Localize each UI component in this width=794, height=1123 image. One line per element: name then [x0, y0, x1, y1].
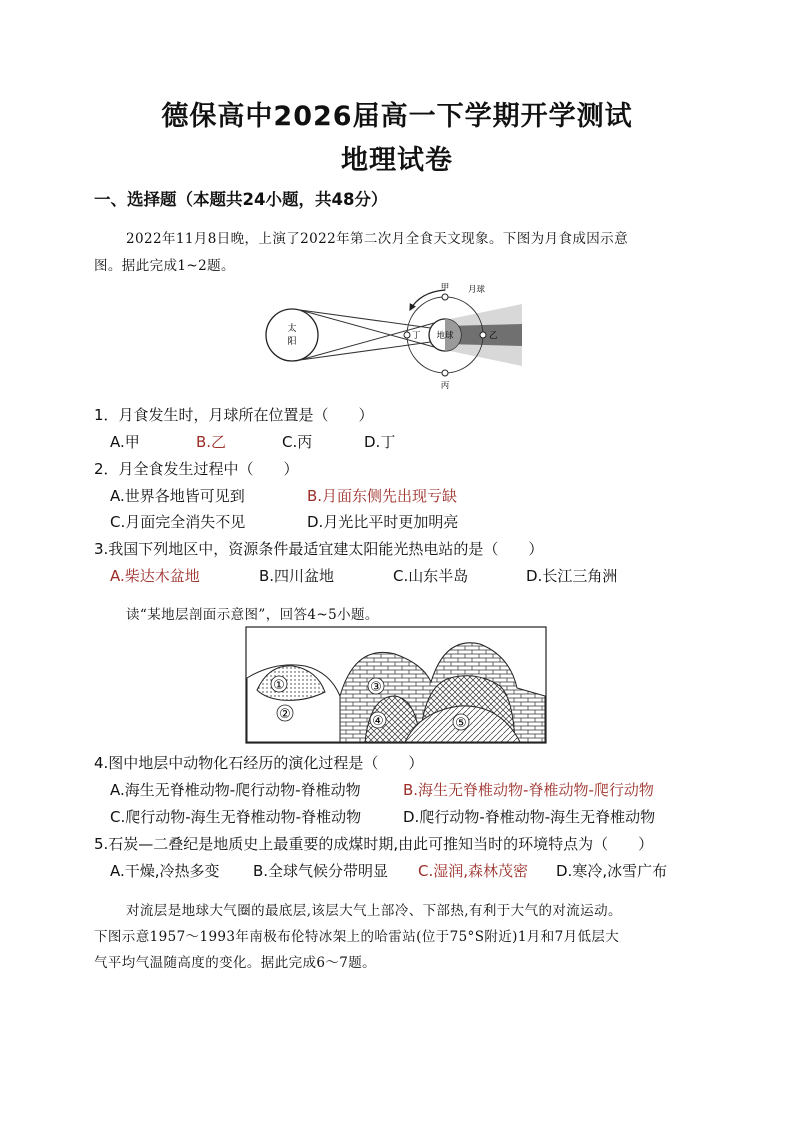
question-1: 1．月食发生时，月球所在位置是（ ） — [94, 406, 374, 424]
section-heading: 一、选择题（本题共24小题，共48分） — [94, 190, 388, 209]
q3-option-c: C.山东半岛 — [393, 567, 469, 585]
question-4: 4.图中地层中动物化石经历的演化过程是（ ） — [94, 754, 424, 772]
strata-label-4: ④ — [372, 714, 384, 729]
lunar-eclipse-diagram — [260, 280, 522, 392]
exam-subtitle: 地理试卷 — [341, 145, 453, 176]
question-3: 3.我国下列地区中，资源条件最适宜建太阳能光热电站的是（ ） — [94, 540, 544, 558]
pos-bing-label: 丙 — [440, 381, 450, 391]
q1-option-a: A.甲 — [110, 433, 140, 451]
sun — [266, 309, 318, 361]
question-2: 2．月全食发生过程中（ ） — [94, 460, 299, 478]
strata-label-2: ② — [279, 707, 291, 722]
intro-3-line-2: 下图示意1957～1993年南极布伦特冰架上的哈雷站(位于75°S附近)1月和7月低层大 — [94, 929, 620, 945]
q5-option-c: C.湿润,森林茂密 — [418, 862, 529, 880]
intro-3-line-3: 气平均气温随高度的变化。据此完成6～7题。 — [94, 955, 377, 971]
q2-option-d: D.月光比平时更加明亮 — [307, 513, 459, 531]
light-ray — [300, 340, 445, 360]
intro-1-line-1: 2022年11月8日晚，上演了2022年第二次月全食天文现象。下图为月食成因示意 — [126, 231, 628, 247]
q1-option-d: D.丁 — [364, 433, 396, 451]
q5-option-a: A.干燥,冷热多变 — [110, 862, 220, 880]
q4-option-b: B.海生无脊椎动物-脊椎动物-爬行动物 — [403, 781, 654, 799]
q3-option-d: D.长江三角洲 — [526, 567, 618, 585]
pos-ding-label: 丁 — [412, 331, 421, 341]
moon-position-ding — [404, 332, 410, 338]
strata-profile-diagram — [245, 626, 547, 744]
q2-option-a: A.世界各地皆可见到 — [110, 487, 245, 505]
light-ray — [300, 310, 445, 350]
orbit-direction-arrow — [410, 290, 445, 310]
q4-option-c: C.爬行动物-海生无脊椎动物-脊椎动物 — [110, 808, 362, 826]
q2-option-c: C.月面完全消失不见 — [110, 513, 246, 531]
strata-label-5: ⑤ — [455, 716, 467, 731]
light-ray — [300, 320, 445, 360]
intro-3-line-1: 对流层是地球大气圈的最底层,该层大气上部冷、下部热,有利于大气的对流运动。 — [126, 903, 622, 919]
sun-label-1: 太 — [287, 324, 297, 334]
moon-position-yi — [480, 332, 486, 338]
pos-jia-label: 甲 — [440, 283, 450, 293]
exam-title: 德保高中2026届高一下学期开学测试 — [161, 101, 633, 132]
question-5: 5.石炭—二叠纪是地质史上最重要的成煤时期,由此可推知当时的环境特点为（ ） — [94, 835, 654, 853]
q4-option-a: A.海生无脊椎动物-爬行动物-脊椎动物 — [110, 781, 361, 799]
moon-position-jia — [442, 294, 448, 300]
q3-option-b: B.四川盆地 — [259, 567, 335, 585]
moon-label: 月球 — [468, 285, 486, 295]
sun-label-2: 阳 — [287, 337, 297, 347]
q1-option-b: B.乙 — [196, 433, 227, 451]
intro-2: 读“某地层剖面示意图”，回答4~5小题。 — [126, 607, 379, 623]
q3-option-a: A.柴达木盆地 — [110, 567, 200, 585]
strata-label-3: ③ — [370, 680, 382, 695]
light-ray — [300, 310, 445, 330]
q2-option-b: B.月面东侧先出现亏缺 — [307, 487, 458, 505]
q1-option-c: C.丙 — [282, 433, 313, 451]
moon-position-bing — [442, 370, 448, 376]
pos-yi-label: 乙 — [489, 331, 498, 341]
q5-option-d: D.寒冷,冰雪广布 — [556, 862, 668, 880]
strata-label-1: ① — [273, 678, 285, 693]
earth-label: 地球 — [436, 331, 454, 341]
q5-option-b: B.全球气候分带明显 — [253, 862, 389, 880]
intro-1-line-2: 图。据此完成1~2题。 — [94, 258, 235, 274]
q4-option-d: D.爬行动物-脊椎动物-海生无脊椎动物 — [403, 808, 656, 826]
